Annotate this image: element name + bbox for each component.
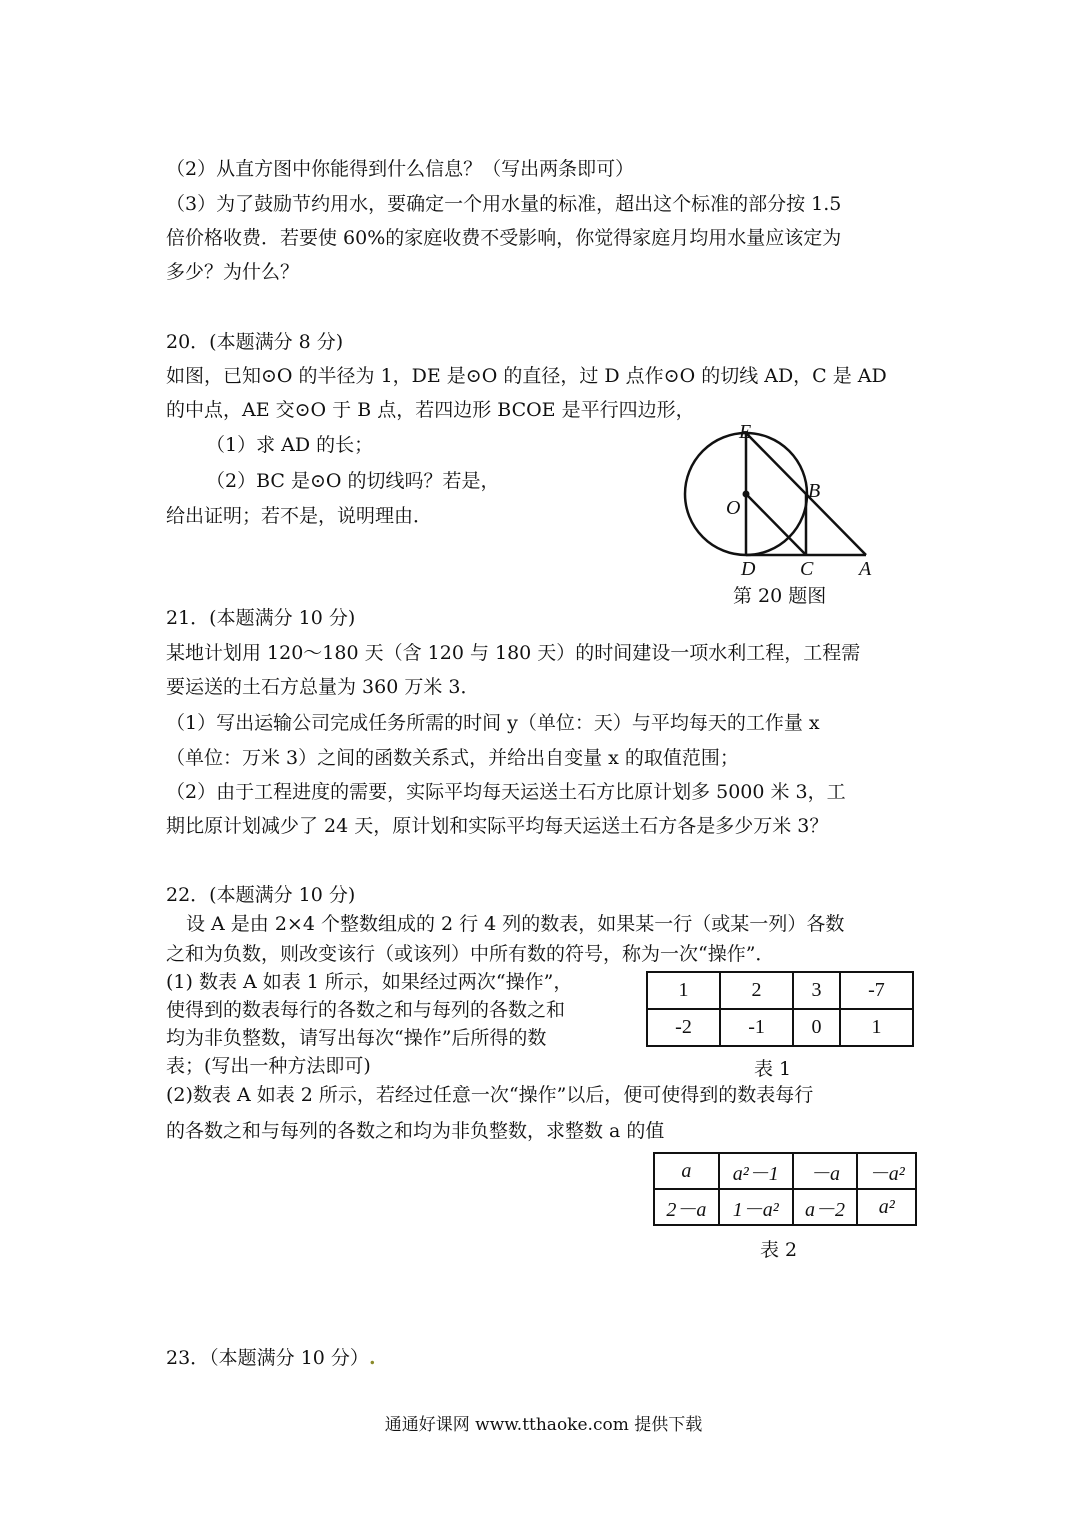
q23-dot: . — [368, 1347, 376, 1369]
table-cell: a — [654, 1153, 719, 1189]
q21-heading: 21．(本题满分 10 分) — [166, 607, 356, 629]
circle-o — [685, 433, 807, 555]
page-footer: 通通好课网 www.tthaoke.com 提供下载 — [384, 1415, 703, 1435]
q22-part2-line1: (2)数表 A 如表 2 所示，若经过任意一次“操作”以后，便可使得到的数表每行 — [166, 1084, 814, 1106]
table-2-caption: 表 2 — [760, 1239, 798, 1261]
q21-line1: 某地计划用 120～180 天（含 120 与 180 天）的时间建设一项水利工程，工程需 — [166, 642, 861, 664]
q20-line3: （1）求 AD 的长； — [206, 434, 374, 456]
q21-line4: （单位：万米 3）之间的函数关系式，并给出自变量 x 的取值范围； — [166, 747, 739, 769]
table-row — [647, 1009, 913, 1046]
line-ea — [746, 433, 866, 555]
table-cell: 2－a — [654, 1189, 719, 1225]
line-oc — [746, 494, 806, 555]
q22-part1-line1: (1) 数表 A 如表 1 所示，如果经过两次“操作”， — [166, 971, 573, 993]
label-a: A — [859, 558, 872, 580]
table-cell: a²－1 — [719, 1153, 793, 1189]
q22-part2-line2: 的各数之和与每列的各数之和均为非负整数，求整数 a 的值 — [166, 1120, 665, 1142]
q19-part3-line2: 倍价格收费．若要使 60%的家庭收费不受影响，你觉得家庭月均用水量应该定为 — [166, 227, 842, 249]
q22-part1-line2: 使得到的数表每行的各数之和与每列的各数之和 — [166, 999, 566, 1021]
table-row — [647, 972, 913, 1009]
q21-line3: （1）写出运输公司完成任务所需的时间 y（单位：天）与平均每天的工作量 x — [166, 712, 820, 734]
table-cell: -1 — [720, 1009, 793, 1046]
q20-heading: 20．(本题满分 8 分) — [166, 331, 344, 353]
q23-heading-text: 23．（本题满分 10 分） — [166, 1347, 369, 1369]
label-d: D — [741, 558, 756, 580]
q22-line1: 设 A 是由 2×4 个整数组成的 2 行 4 列的数表，如果某一行（或某一列）各数 — [186, 913, 845, 935]
q19-part3-line3: 多少？为什么？ — [166, 261, 300, 283]
table-cell: -7 — [840, 972, 913, 1009]
q20-line5: 给出证明；若不是，说明理由． — [166, 505, 433, 527]
table-cell: 0 — [793, 1009, 840, 1046]
q20-line1: 如图，已知⊙O 的半径为 1，DE 是⊙O 的直径，过 D 点作⊙O 的切线 AD，C 是 AD — [166, 365, 887, 387]
q21-line5: （2）由于工程进度的需要，实际平均每天运送土石方比原计划多 5000 米 3，工 — [166, 781, 846, 803]
q23-heading — [166, 1346, 376, 1370]
table-cell: －a² — [857, 1153, 916, 1189]
q22-line2: 之和为负数，则改变该行（或该列）中所有数的符号，称为一次“操作”． — [166, 943, 775, 965]
table-row — [654, 1189, 916, 1225]
center-dot — [743, 491, 750, 498]
table-cell: a－2 — [793, 1189, 858, 1225]
q19-part2: （2）从直方图中你能得到什么信息？（写出两条即可） — [166, 158, 635, 180]
q22-part1-line3: 均为非负整数，请写出每次“操作”后所得的数 — [166, 1027, 547, 1049]
table-cell: -2 — [647, 1009, 720, 1046]
table-cell: 1 — [647, 972, 720, 1009]
q21-line2: 要运送的土石方总量为 360 万米 3． — [166, 676, 480, 698]
label-e: E — [739, 421, 752, 443]
table-cell: 1 — [840, 1009, 913, 1046]
q21-line6: 期比原计划减少了 24 天，原计划和实际平均每天运送土石方各是多少万米 3？ — [166, 815, 829, 837]
q20-line4: （2）BC 是⊙O 的切线吗？若是， — [206, 470, 500, 492]
label-c: C — [800, 558, 814, 580]
q22-heading: 22．(本题满分 10 分) — [166, 884, 356, 906]
table-1 — [646, 971, 914, 1047]
table-cell: 2 — [720, 972, 793, 1009]
label-o: O — [726, 497, 741, 519]
table-row — [654, 1153, 916, 1189]
table-cell: a² — [857, 1189, 916, 1225]
q22-part1-line4: 表；(写出一种方法即可) — [166, 1055, 371, 1077]
table-1-caption: 表 1 — [754, 1058, 792, 1080]
table-cell: －a — [793, 1153, 858, 1189]
label-b: B — [808, 480, 821, 502]
q20-figure-caption: 第 20 题图 — [733, 585, 827, 607]
table-2 — [653, 1152, 917, 1226]
table-cell: 3 — [793, 972, 840, 1009]
table-cell: 1－a² — [719, 1189, 793, 1225]
q19-part3-line1: （3）为了鼓励节约用水，要确定一个用水量的标准，超出这个标准的部分按 1.5 — [166, 193, 842, 215]
q20-line2: 的中点，AE 交⊙O 于 B 点，若四边形 BCOE 是平行四边形， — [166, 399, 695, 421]
